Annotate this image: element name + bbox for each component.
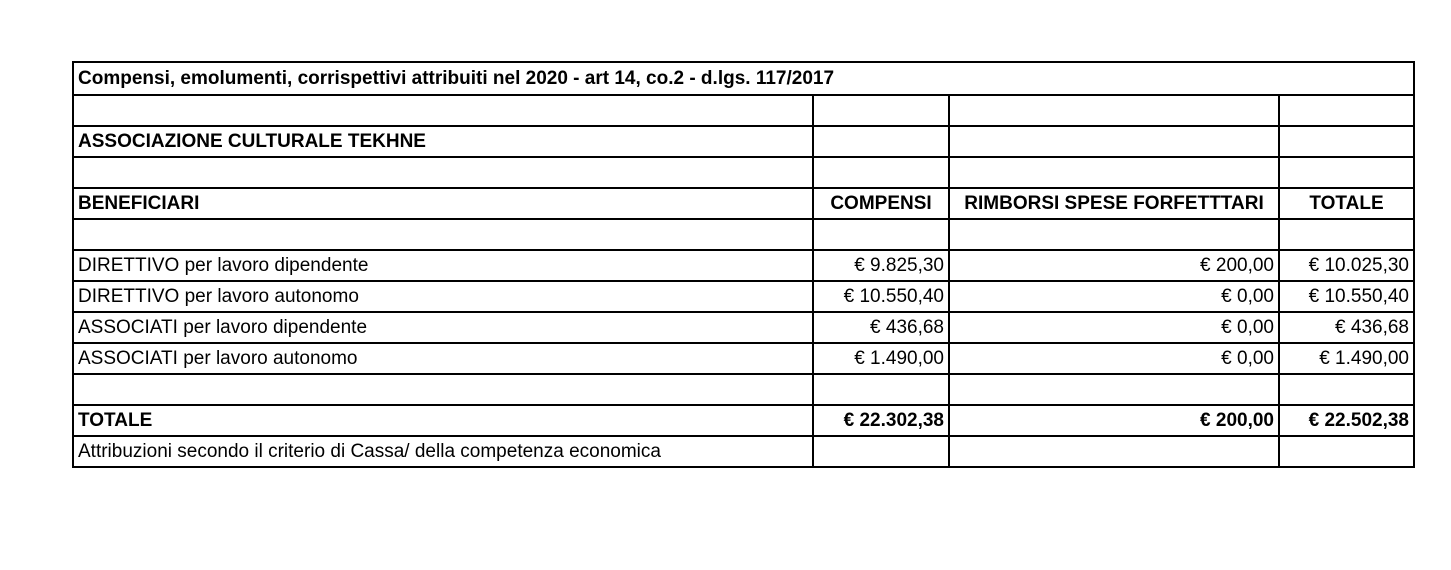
- footnote-row: [74, 435, 1413, 466]
- empty-row: [74, 218, 1413, 249]
- row-label: DIRETTIVO per lavoro autonomo: [74, 282, 814, 311]
- empty-cell: [814, 96, 950, 125]
- row-totale: € 10.025,30: [1308, 254, 1409, 276]
- empty-cell: [1280, 220, 1413, 249]
- empty-cell: [74, 158, 814, 187]
- row-label: ASSOCIATI per lavoro dipendente: [74, 313, 814, 342]
- header-compensi: COMPENSI: [814, 189, 950, 218]
- row-rimborsi: € 0,00: [950, 344, 1280, 373]
- empty-cell: [950, 96, 1280, 125]
- empty-cell: [814, 375, 950, 404]
- row-rimborsi: € 200,00: [950, 251, 1280, 280]
- table-row: [74, 249, 1413, 280]
- empty-cell: [74, 220, 814, 249]
- empty-cell: [950, 158, 1280, 187]
- header-rimborsi: RIMBORSI SPESE FORFETTTARI: [950, 189, 1280, 218]
- empty-cell: [74, 375, 814, 404]
- table-row: [74, 280, 1413, 311]
- total-label: TOTALE: [74, 406, 814, 435]
- empty-row: [74, 94, 1413, 125]
- row-label: ASSOCIATI per lavoro autonomo: [74, 344, 814, 373]
- empty-cell: [1280, 375, 1413, 404]
- table-title: Compensi, emolumenti, corrispettivi attribuiti nel 2020 - art 14, co.2 - d.lgs. 117/2017: [78, 67, 835, 89]
- empty-cell: [950, 375, 1280, 404]
- table-row: [74, 311, 1413, 342]
- empty-row: [74, 156, 1413, 187]
- header-totale: TOTALE: [1309, 192, 1384, 214]
- spreadsheet-table: [72, 61, 1415, 468]
- empty-cell: [814, 158, 950, 187]
- row-rimborsi: € 0,00: [950, 313, 1280, 342]
- empty-cell: [950, 220, 1280, 249]
- empty-row: [74, 373, 1413, 404]
- row-totale: € 436,68: [1335, 316, 1409, 338]
- row-rimborsi: € 0,00: [950, 282, 1280, 311]
- empty-cell: [814, 437, 950, 466]
- table-row: [74, 342, 1413, 373]
- row-totale: € 10.550,40: [1308, 285, 1409, 307]
- empty-cell: [1280, 158, 1413, 187]
- total-compensi: € 22.302,38: [814, 406, 950, 435]
- footnote: Attribuzioni secondo il criterio di Cassa/ della competenza economica: [74, 437, 814, 466]
- row-compensi: € 436,68: [814, 313, 950, 342]
- empty-cell: [74, 96, 814, 125]
- row-totale: € 1.490,00: [1319, 347, 1409, 369]
- empty-cell: [1280, 437, 1413, 466]
- empty-cell: [950, 127, 1280, 156]
- total-row: [74, 404, 1413, 435]
- row-compensi: € 1.490,00: [814, 344, 950, 373]
- empty-cell: [1280, 127, 1413, 156]
- total-totale: € 22.502,38: [1308, 409, 1409, 431]
- header-beneficiari: BENEFICIARI: [74, 189, 814, 218]
- organization-row: [74, 125, 1413, 156]
- total-rimborsi: € 200,00: [950, 406, 1280, 435]
- empty-cell: [814, 127, 950, 156]
- row-label: DIRETTIVO per lavoro dipendente: [74, 251, 814, 280]
- organization-name: ASSOCIAZIONE CULTURALE TEKHNE: [74, 127, 814, 156]
- empty-cell: [950, 437, 1280, 466]
- row-compensi: € 10.550,40: [814, 282, 950, 311]
- header-row: [74, 187, 1413, 218]
- row-compensi: € 9.825,30: [814, 251, 950, 280]
- empty-cell: [1280, 96, 1413, 125]
- empty-cell: [814, 220, 950, 249]
- title-row: [74, 63, 1413, 94]
